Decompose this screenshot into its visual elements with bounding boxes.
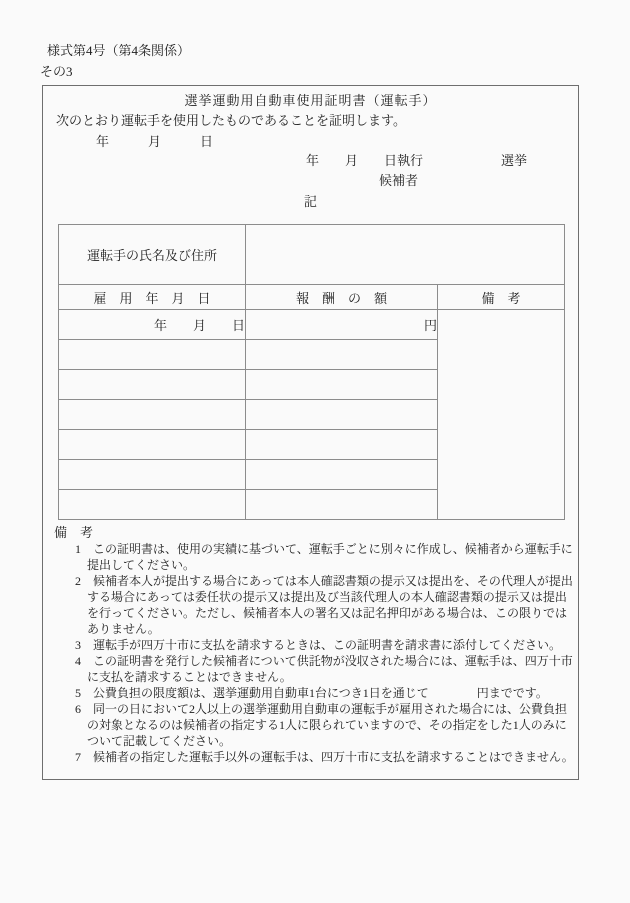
election-suffix-label: 選挙 [501,153,528,168]
remuneration-unit-cell: 円 [246,310,438,340]
issue-date-line: 年 月 日 [96,134,214,149]
remarks-merged-cell [438,310,565,520]
note-number: 5 [75,686,94,700]
employment-date-cell: 年 月 日 [59,310,246,340]
col-header-remarks: 備 考 [438,285,565,310]
notes-list [75,541,574,765]
note-number: 6 [75,702,94,716]
employment-date-cell [59,370,246,400]
employment-date-cell [59,490,246,520]
note-item [75,541,574,573]
note-text: 公費負担の限度額は、選挙運動用自動車1台につき1日を通じて 円までです。 [93,686,548,700]
note-text: この証明書は、使用の実績に基づいて、運転手ごとに別々に作成し、候補者から運転手に提出してください。 [87,542,573,572]
form-part-label: その3 [40,64,73,79]
remuneration-amount-cell [246,370,438,400]
table-header-row [59,285,565,310]
driver-name-value-cell [246,225,565,285]
certificate-title: 選挙運動用自動車使用証明書（運転手） [184,93,437,108]
employment-date-cell [59,340,246,370]
driver-usage-table [58,224,565,520]
remuneration-amount-cell [246,430,438,460]
candidate-label: 候補者 [379,173,419,188]
note-item [75,653,574,685]
note-number: 2 [75,574,94,588]
form-number: 様式第4号（第4条関係） [47,43,191,58]
note-item [75,637,574,653]
remuneration-amount-cell [246,400,438,430]
note-number: 1 [75,542,94,556]
election-date-line: 年 月 日執行 [306,153,424,168]
note-number: 3 [75,638,94,652]
col-header-employment-date: 雇 用 年 月 日 [59,285,246,310]
note-item [75,749,574,765]
note-text: この証明書を発行した候補者について供託物が没収された場合には、運転手は、四万十市に支払を請求することはできません。 [87,654,573,684]
note-text: 運転手が四万十市に支払を請求するときは、この証明書を請求書に添付してください。 [93,638,562,652]
remuneration-amount-cell [246,490,438,520]
col-header-remuneration: 報 酬 の 額 [246,285,438,310]
certificate-box [42,85,579,780]
remuneration-amount-cell [246,340,438,370]
note-number: 4 [75,654,94,668]
note-text: 候補者の指定した運転手以外の運転手は、四万十市に支払を請求することはできません。 [93,750,574,764]
employment-date-cell [59,400,246,430]
election-line [306,153,578,168]
remuneration-amount-cell [246,460,438,490]
note-item [75,685,574,701]
note-item [75,701,574,749]
employment-date-cell [59,430,246,460]
notes-heading: 備 考 [54,525,94,540]
driver-name-row [59,225,565,285]
note-number: 7 [75,750,94,764]
employment-date-cell [59,460,246,490]
note-text: 候補者本人が提出する場合にあっては本人確認書類の提示又は提出を、その代理人が提出する場合にあっては委任状の提示又は提出及び当該代理人の本人確認書類の提示又は提出を行ってください。ただし、候補者本人の署名又は記名押印がある場合は、この限りではありません。 [87,574,573,636]
certificate-statement: 次のとおり運転手を使用したものであることを証明します。 [56,113,406,128]
note-text: 同一の日において2人以上の選挙運動用自動車の運転手が雇用された場合には、公費負担の対象となるのは候補者の指定する1人に限られていますので、その指定をした1人のみについて記載してください。 [87,702,568,748]
section-marker: 記 [303,194,317,209]
driver-name-label: 運転手の氏名及び住所 [59,225,246,285]
note-item [75,573,574,637]
table-row [59,310,565,340]
